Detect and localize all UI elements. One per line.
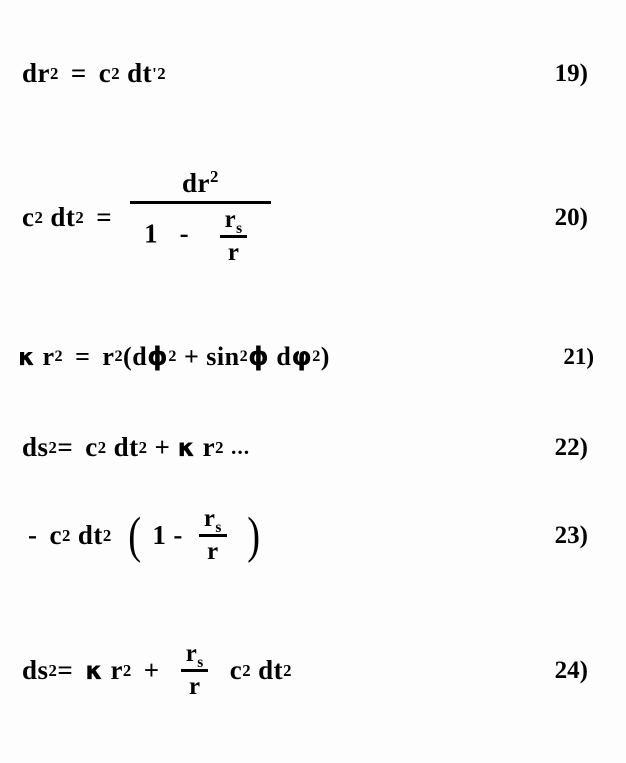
eq23-minus: -	[28, 520, 38, 550]
eq21-plus: +	[183, 342, 200, 371]
eq24-equals: =	[57, 655, 74, 685]
eq21-phi-2: ϕ	[248, 342, 270, 372]
eq20-fraction	[130, 168, 271, 267]
eq21-open-paren: (	[123, 342, 133, 371]
equation-24-number: 24)	[554, 656, 588, 684]
eq21-rhs-r: r	[102, 342, 115, 371]
eq20-c: c	[22, 202, 35, 232]
eq24-denominator: r	[181, 669, 209, 701]
eq19-dt: dt	[127, 58, 153, 88]
eq20-denominator	[130, 201, 271, 267]
eq20-equals: =	[96, 202, 113, 232]
equation-21	[0, 342, 626, 372]
eq19-dr: dr	[22, 58, 50, 88]
eq24-ds: ds	[22, 655, 49, 685]
equation-19-number: 19)	[554, 59, 588, 87]
eq24-dt: dt	[258, 655, 284, 685]
eq21-equals: =	[75, 342, 91, 371]
eq19-c: c	[98, 58, 112, 88]
equation-19	[0, 58, 626, 89]
eq20-inner-denominator: r	[220, 235, 248, 267]
eq19-equals: =	[70, 58, 87, 88]
eq23-open-paren: (	[127, 507, 142, 564]
eq22-c: c	[85, 432, 98, 462]
eq20-rs: r	[224, 206, 237, 233]
eq24-r: r	[110, 655, 123, 685]
equation-22-body: ds 2 = c 2 dt 2 + κ r 2 ...	[22, 432, 251, 462]
eq21-lhs-r: r	[42, 342, 55, 371]
eq23-inner-minus: -	[173, 520, 183, 550]
eq20-dt: dt	[50, 202, 76, 232]
eq24-c: c	[229, 655, 243, 685]
eq22-ds: ds	[22, 432, 49, 462]
equation-20	[0, 168, 626, 267]
eq22-equals: =	[57, 432, 74, 462]
eq23-dt: dt	[77, 520, 103, 550]
eq22-plus: +	[154, 432, 171, 462]
equation-22-number: 22)	[554, 433, 588, 461]
eq24-plus: +	[143, 655, 160, 685]
eq24-fraction	[178, 640, 212, 701]
eq22-dt: dt	[113, 432, 139, 462]
equation-20-body: c 2 dt 2 = $dr^2$ 1 - $\frac{r_s}{r}$	[22, 168, 277, 267]
eq20-num-dr: dr	[181, 168, 210, 198]
eq23-rs: r	[203, 505, 216, 532]
eq21-phi-1: ϕ	[147, 342, 169, 372]
eq22-ellipsis: ...	[230, 435, 251, 459]
eq24-numerator	[178, 640, 212, 669]
eq21-d1: d	[132, 342, 148, 371]
eq21-close-paren: )	[320, 342, 330, 371]
eq20-num-dr-exponent: 2	[209, 167, 219, 186]
equation-20-number: 20)	[554, 203, 588, 231]
eq24-kappa: κ	[85, 656, 104, 685]
equation-23-number: 23)	[554, 521, 588, 549]
eq24-rs: r	[185, 640, 198, 667]
eq24-rs-subscript: s	[197, 653, 204, 671]
eq20-rs-subscript: s	[236, 219, 243, 237]
eq23-one: 1	[152, 520, 167, 550]
eq20-inner-fraction	[217, 206, 251, 267]
equation-21-body: κ r 2 = r 2 ( d ϕ 2 + sin 2 ϕ d φ 2 )	[18, 342, 330, 372]
eq21-d2: d	[276, 342, 292, 371]
equation-23-body: - c 2 dt 2 ( 1 - $\frac{r_s}{r}$ )	[28, 505, 261, 565]
eq23-rs-subscript: s	[215, 518, 222, 536]
equation-24	[0, 640, 626, 701]
eq23-numerator	[196, 505, 230, 534]
equation-22	[0, 432, 626, 463]
equation-21-number: 21)	[563, 344, 594, 369]
eq20-den-minus: -	[179, 218, 190, 249]
eq21-kappa: κ	[18, 343, 36, 371]
eq23-c: c	[49, 520, 62, 550]
eq22-kappa: κ	[177, 433, 196, 462]
eq20-inner-numerator	[217, 206, 251, 235]
eq21-sin: sin	[206, 342, 240, 371]
equation-24-body: ds 2 = κ r 2 + $\frac{r_s}{r}$ c 2 dt 2	[22, 640, 292, 700]
equation-23	[0, 505, 626, 566]
equation-19-body: dr 2 = c 2 dt '2	[22, 58, 167, 88]
eq20-den-one: 1	[144, 218, 159, 249]
eq20-numerator	[168, 168, 233, 201]
eq21-varphi: φ	[291, 342, 313, 372]
eq23-fraction	[196, 505, 230, 566]
eq23-denominator: r	[199, 534, 227, 566]
eq23-close-paren: )	[247, 507, 261, 564]
eq22-r: r	[202, 432, 216, 462]
